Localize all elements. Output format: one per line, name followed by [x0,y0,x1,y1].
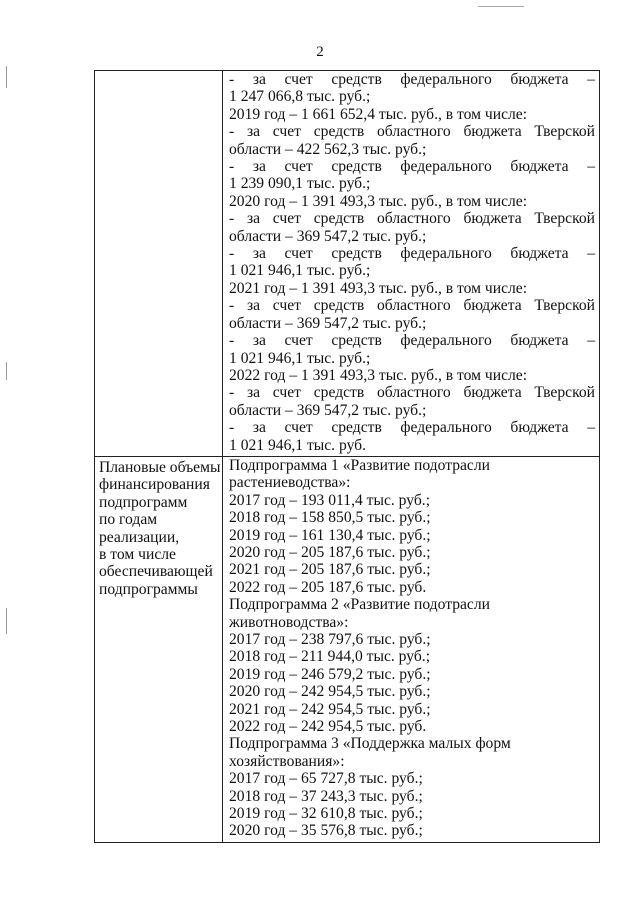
row-heading-line: по годам [99,511,158,529]
row-heading-line: обеспечивающей [99,563,213,581]
text-line: области – 369 547,2 тыс. руб.; [229,314,427,332]
row-heading-line: Плановые объемы [99,458,221,476]
text-line: 2019 год – 32 610,8 тыс. руб.; [229,805,423,823]
text-line: 1 239 090,1 тыс. руб.; [229,175,371,193]
text-line: 2022 год – 205 187,6 тыс. руб. [229,578,427,596]
row-heading-line: финансирования [99,476,210,494]
subprogram-title: хозяйствования»: [229,752,345,770]
subprogram-title: Подпрограмма 3 «Поддержка малых форм [229,735,511,753]
text-line: 2020 год – 205 187,6 тыс. руб.; [229,543,431,561]
text-line: 2018 год – 37 243,3 тыс. руб.; [229,787,423,805]
page-number: 2 [316,44,324,60]
row-heading-line: реализации, [99,528,180,546]
text-line: области – 369 547,2 тыс. руб.; [229,401,427,419]
text-line: 2019 год – 1 661 652,4 тыс. руб., в том числе: [229,105,528,123]
text-line: - за счет средств областного бюджета Тверской [229,210,595,228]
text-line: 1 247 066,8 тыс. руб.; [229,88,371,106]
subprogram-title: животноводства»: [229,613,349,631]
text-line: 2021 год – 242 954,5 тыс. руб.; [229,700,431,718]
text-line: - за счет средств областного бюджета Тверской [229,123,595,141]
subprogram-title: Подпрограмма 1 «Развитие подотрасли [229,456,490,474]
text-line: 2021 год – 1 391 493,3 тыс. руб., в том числе: [229,279,528,297]
table-row-federal-funding [95,71,600,457]
text-line: 1 021 946,1 тыс. руб.; [229,262,371,280]
scan-artifact-left-3 [6,608,7,634]
row1-right-cell [223,71,600,457]
row1-left-cell [95,71,223,457]
table-row-subprogram-funding [95,456,600,842]
text-line: 2019 год – 246 579,2 тыс. руб.; [229,665,431,683]
text-line: области – 422 562,3 тыс. руб.; [229,140,427,158]
text-line: 2019 год – 161 130,4 тыс. руб.; [229,526,431,544]
text-line: 2020 год – 1 391 493,3 тыс. руб., в том числе: [229,192,528,210]
text-line: 1 021 946,1 тыс. руб.; [229,349,371,367]
text-line: 2017 год – 65 727,8 тыс. руб.; [229,770,423,788]
row2-left-cell [95,456,223,842]
subprogram-title: Подпрограмма 2 «Развитие подотрасли [229,596,490,614]
row-heading-line: подпрограмм [99,493,188,511]
text-line: 1 021 946,1 тыс. руб. [229,436,366,454]
text-line: - за счет средств федерального бюджета – [229,245,595,263]
text-line: области – 369 547,2 тыс. руб.; [229,227,427,245]
text-line: - за счет средств федерального бюджета – [229,71,595,88]
text-line: 2022 год – 1 391 493,3 тыс. руб., в том числе: [229,366,528,384]
row-heading-line: в том числе [99,545,176,563]
text-line: 2017 год – 238 797,6 тыс. руб.; [229,631,431,648]
text-line: - за счет средств областного бюджета Тверской [229,384,595,402]
text-line: 2020 год – 242 954,5 тыс. руб.; [229,683,431,701]
text-line: - за счет средств федерального бюджета – [229,332,595,350]
passport-table [94,70,600,843]
scan-artifact-left-2 [6,362,7,380]
text-line: 2021 год – 205 187,6 тыс. руб.; [229,561,431,579]
row2-right-cell [223,456,600,842]
text-line: - за счет средств федерального бюджета – [229,158,595,176]
text-line: 2022 год – 242 954,5 тыс. руб. [229,718,427,736]
scan-artifact-top [478,6,524,7]
text-line: 2017 год – 193 011,4 тыс. руб.; [229,491,431,509]
subprogram-title: растениеводства»: [229,474,351,492]
text-line: 2018 год – 158 850,5 тыс. руб.; [229,509,431,527]
scan-artifact-left-1 [6,66,7,88]
text-line: 2020 год – 35 576,8 тыс. руб.; [229,822,423,840]
text-line: 2018 год – 211 944,0 тыс. руб.; [229,648,431,666]
text-line: - за счет средств федерального бюджета – [229,419,595,437]
text-line: - за счет средств областного бюджета Тверской [229,297,595,315]
row-heading-line: подпрограммы [99,580,198,598]
